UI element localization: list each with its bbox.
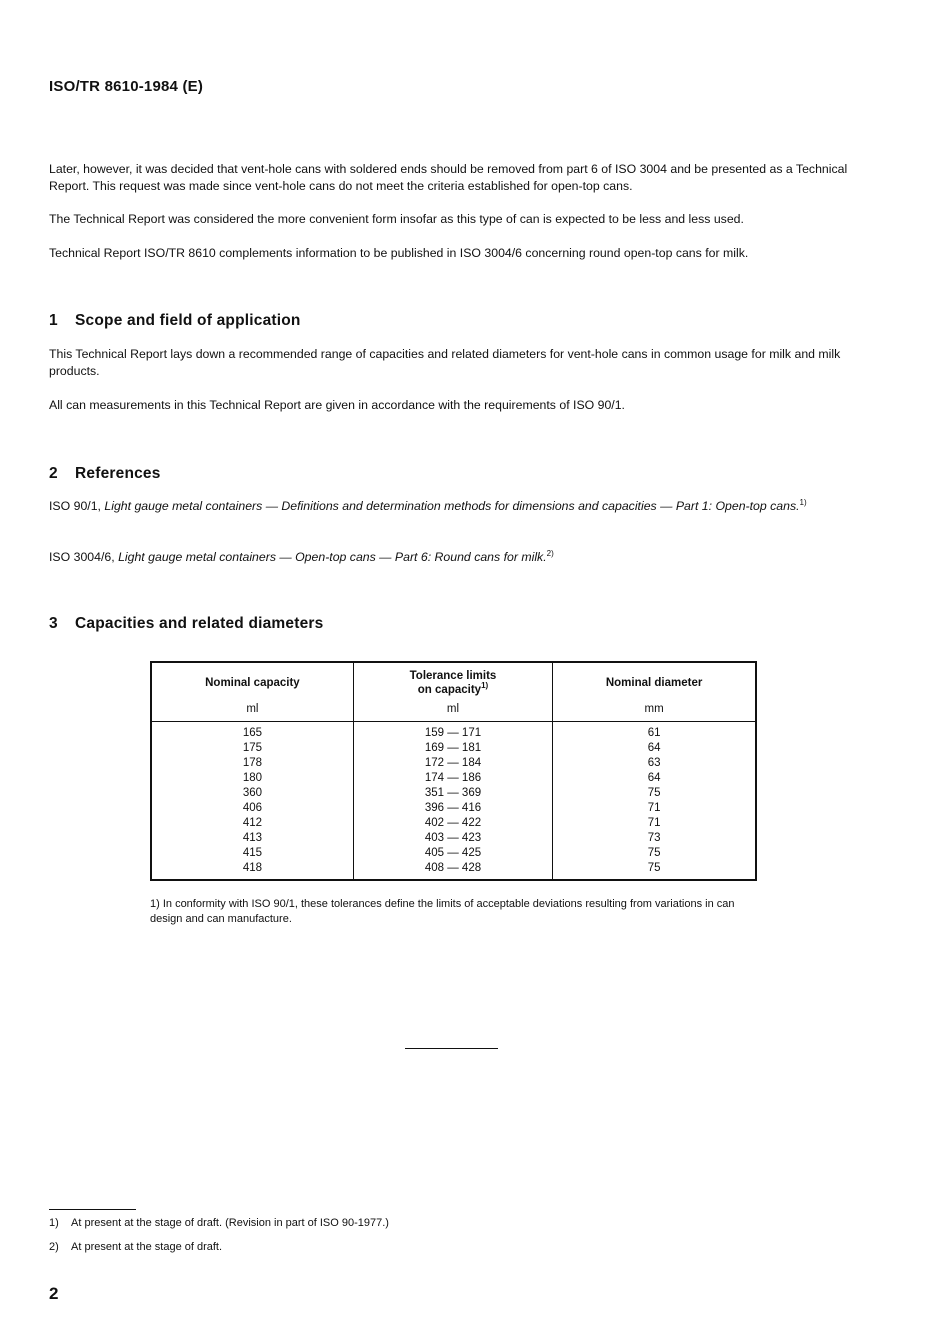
cell-diameter: 75 <box>553 846 756 861</box>
table-row <box>151 831 756 846</box>
section-3-heading <box>49 615 323 633</box>
table-row <box>151 846 756 861</box>
cell-capacity: 418 <box>242 862 262 874</box>
reference-1 <box>49 498 869 515</box>
cell-tolerance: 396 — 416 <box>353 801 552 816</box>
cell-capacity: 413 <box>242 832 262 844</box>
footnote-marker: 2) <box>546 549 554 558</box>
cell-capacity: 178 <box>242 757 262 769</box>
table-row <box>151 816 756 831</box>
footnote-2 <box>49 1240 222 1254</box>
section-1-heading <box>49 312 301 330</box>
unit-tolerance: ml <box>353 703 552 722</box>
reference-code: ISO 90/1, <box>49 499 101 513</box>
footnote-text: At present at the stage of draft. <box>71 1241 223 1253</box>
section-title: References <box>75 465 161 482</box>
footnote-marker: 1) <box>481 681 489 690</box>
footnote-marker: 1) <box>799 498 807 507</box>
document-id: ISO/TR 8610-1984 (E) <box>49 78 204 95</box>
cell-capacity: 412 <box>242 817 262 829</box>
unit-capacity: ml <box>151 703 353 722</box>
cell-diameter: 64 <box>553 741 756 756</box>
page-number: 2 <box>49 1284 59 1303</box>
cell-capacity: 175 <box>242 742 262 754</box>
reference-2 <box>49 549 869 566</box>
table-row <box>151 722 756 742</box>
reference-code: ISO 3004/6, <box>49 550 115 564</box>
cell-diameter: 75 <box>553 786 756 801</box>
end-rule <box>405 1048 498 1049</box>
capacities-table <box>150 661 757 881</box>
table-header-row <box>151 662 756 703</box>
footnote-mark: 2) <box>49 1241 59 1253</box>
cell-capacity: 360 <box>242 787 262 799</box>
intro-paragraph-3: Technical Report ISO/TR 8610 complements information to be published in ISO 3004/6 concerning round open-top cans for milk. <box>49 246 749 260</box>
footnote-text: At present at the stage of draft. (Revision in part of ISO 90-1977.) <box>71 1217 389 1229</box>
cell-capacity: 165 <box>242 727 262 739</box>
table-row <box>151 861 756 880</box>
intro-paragraph-1: Later, however, it was decided that vent-hole cans with soldered ends should be removed from part 6 of ISO 3004 and be presented as a Technical Report. This request was made since vent-hole cans do not meet the criteria established for open-top cans. <box>49 162 848 193</box>
cell-tolerance: 174 — 186 <box>353 771 552 786</box>
footnote-1 <box>49 1216 389 1230</box>
header-nominal-capacity: Nominal capacity <box>205 677 300 689</box>
header-tolerance-limits <box>353 662 552 703</box>
reference-title: Light gauge metal containers — Definitions and determination methods for dimensions and capacities — Part 1: Open-top cans. <box>104 499 800 513</box>
table-row <box>151 801 756 816</box>
table-units-row <box>151 703 756 722</box>
cell-diameter: 71 <box>553 801 756 816</box>
cell-tolerance: 159 — 171 <box>353 722 552 742</box>
cell-tolerance: 172 — 184 <box>353 756 552 771</box>
header-tolerance-line-1: Tolerance limits <box>409 670 497 682</box>
cell-diameter: 61 <box>553 722 756 742</box>
intro-paragraph-2: The Technical Report was considered the more convenient form insofar as this type of can is expected to be less and less used. <box>49 212 744 226</box>
footnote-mark: 1) <box>49 1217 59 1229</box>
section-number: 3 <box>49 615 58 632</box>
cell-tolerance: 169 — 181 <box>353 741 552 756</box>
section-number: 2 <box>49 465 58 482</box>
unit-diameter: mm <box>553 703 756 722</box>
cell-tolerance: 408 — 428 <box>353 861 552 880</box>
cell-capacity: 406 <box>242 802 262 814</box>
cell-capacity: 415 <box>242 847 262 859</box>
section-number: 1 <box>49 312 58 329</box>
cell-diameter: 64 <box>553 771 756 786</box>
table-row <box>151 756 756 771</box>
table-row <box>151 771 756 786</box>
cell-diameter: 71 <box>553 816 756 831</box>
cell-diameter: 63 <box>553 756 756 771</box>
header-nominal-diameter: Nominal diameter <box>553 662 756 703</box>
cell-tolerance: 351 — 369 <box>353 786 552 801</box>
section-1-paragraph-2: All can measurements in this Technical Report are given in accordance with the requirements of ISO 90/1. <box>49 398 625 412</box>
footnote-divider <box>49 1209 136 1210</box>
reference-title: Light gauge metal containers — Open-top cans — Part 6: Round cans for milk. <box>118 550 547 564</box>
cell-diameter: 75 <box>553 861 756 880</box>
cell-capacity: 180 <box>242 772 262 784</box>
header-tolerance-line-2: on capacity <box>417 684 482 696</box>
cell-tolerance: 405 — 425 <box>353 846 552 861</box>
section-1-paragraph-1: This Technical Report lays down a recommended range of capacities and related diameters for vent-hole cans in common usage for milk and milk products. <box>49 347 841 378</box>
cell-tolerance: 402 — 422 <box>353 816 552 831</box>
section-title: Scope and field of application <box>75 312 301 329</box>
table-row <box>151 786 756 801</box>
section-title: Capacities and related diameters <box>75 615 324 632</box>
cell-diameter: 73 <box>553 831 756 846</box>
cell-tolerance: 403 — 423 <box>353 831 552 846</box>
table-row <box>151 741 756 756</box>
section-2-heading <box>49 465 161 483</box>
table-footnote: 1) In conformity with ISO 90/1, these tolerances define the limits of acceptable deviations resulting from variations in can design and can manufacture. <box>150 898 735 925</box>
